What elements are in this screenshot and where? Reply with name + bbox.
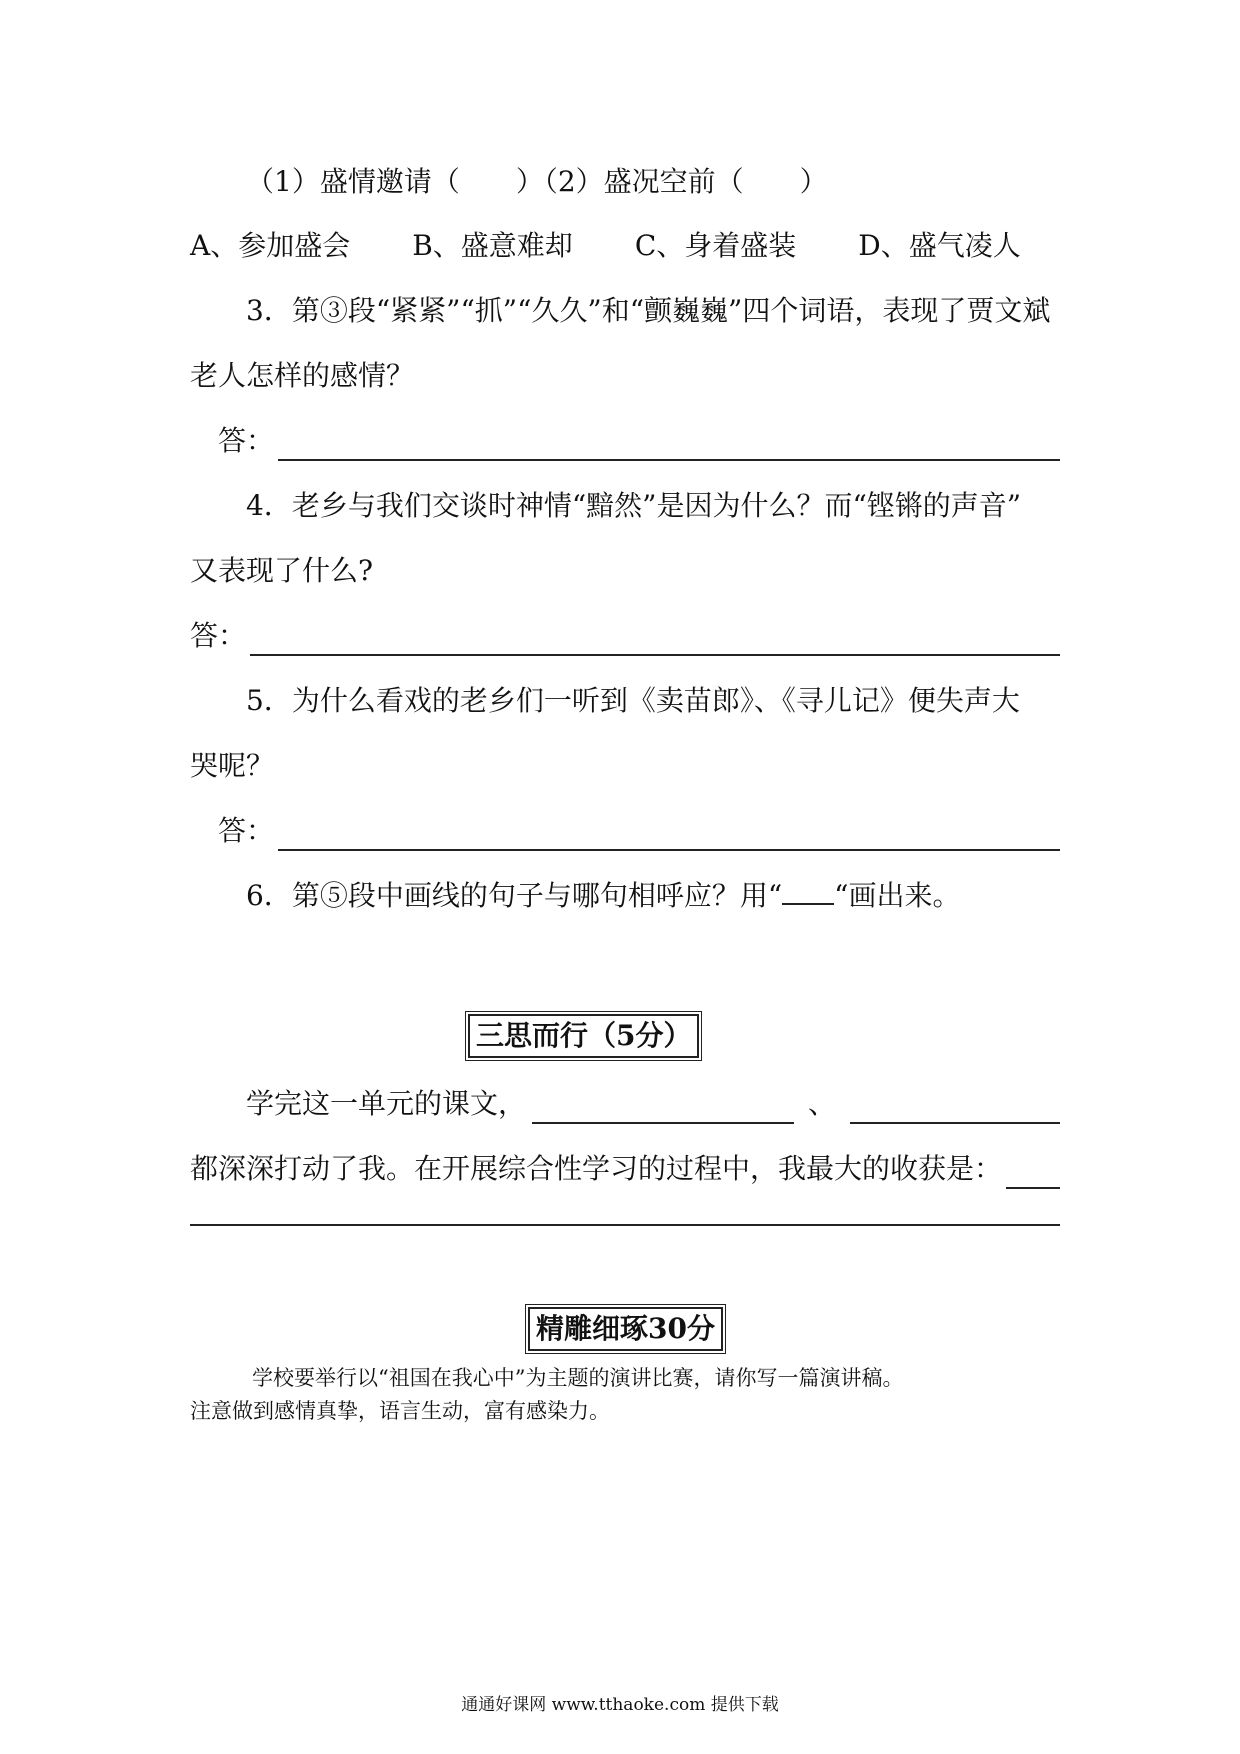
sansi-blank-2[interactable] — [850, 1092, 1060, 1124]
q5-answer-blank[interactable] — [278, 819, 1060, 851]
q6-text-after: “画出来。 — [834, 879, 961, 912]
q3-answer-blank[interactable] — [278, 429, 1060, 461]
sansi-line2-text: 都深深打动了我。在开展综合性学习的过程中，我最大的收获是： — [190, 1152, 1003, 1185]
sansi-blank-3[interactable] — [1006, 1157, 1060, 1189]
sansi-line1 — [246, 1084, 1060, 1124]
q6-underline-sample — [782, 903, 834, 905]
sansi-answer-line[interactable] — [190, 1224, 1060, 1226]
q4-line2: 又表现了什么? — [190, 554, 374, 587]
section-sansi-title: 三思而行（5分） — [468, 1014, 699, 1058]
sansi-line2 — [190, 1149, 1060, 1189]
q2-option-b: B、盛意难却 — [412, 229, 573, 262]
q2-option-c: C、身着盛装 — [634, 229, 797, 262]
q5-line1: 5．为什么看戏的老乡们一听到《卖苗郎》、《寻儿记》便失声大 — [246, 684, 1020, 717]
q6-text-before: 6．第⑤段中画线的句子与哪句相呼应？用“ — [246, 879, 783, 912]
q4-line1: 4．老乡与我们交谈时神情“黯然”是因为什么？而“铿锵的声音” — [246, 489, 1022, 522]
q2-option-d: D、盛气凌人 — [858, 229, 1021, 262]
q3-line2: 老人怎样的感情？ — [190, 359, 415, 392]
q2-options — [190, 226, 1060, 266]
q4-answer-blank[interactable] — [250, 624, 1060, 656]
q2-items: （1）盛情邀请（ ）（2）盛况空前（ ） — [246, 165, 828, 198]
q3-answer-label: 答： — [218, 424, 275, 457]
q5-answer-row — [218, 811, 1060, 851]
q3-line1: 3．第③段“紧紧”“抓”“久久”和“颤巍巍”四个词语，表现了贾文斌 — [246, 294, 1051, 327]
jingdiao-line2: 注意做到感情真挚，语言生动，富有感染力。 — [190, 1399, 610, 1423]
q4-answer-row — [190, 616, 1060, 656]
section-jingdiao-title: 精雕细琢30分 — [528, 1307, 723, 1351]
q5-line2: 哭呢？ — [190, 749, 275, 782]
jingdiao-line1: 学校要举行以“祖国在我心中”为主题的演讲比赛，请你写一篇演讲稿。 — [252, 1366, 904, 1390]
q6-line — [246, 876, 1116, 916]
sansi-blank-1[interactable] — [532, 1092, 794, 1124]
q5-answer-label: 答： — [218, 814, 275, 847]
q3-answer-row — [218, 421, 1060, 461]
page-footer: 通通好课网 www.tthaoke.com 提供下载 — [461, 1695, 779, 1715]
sansi-line1-start: 学完这一单元的课文， — [246, 1087, 527, 1120]
q4-answer-label: 答： — [190, 619, 247, 652]
q2-option-a: A、参加盛会 — [190, 229, 351, 262]
sansi-separator: 、 — [808, 1087, 837, 1120]
